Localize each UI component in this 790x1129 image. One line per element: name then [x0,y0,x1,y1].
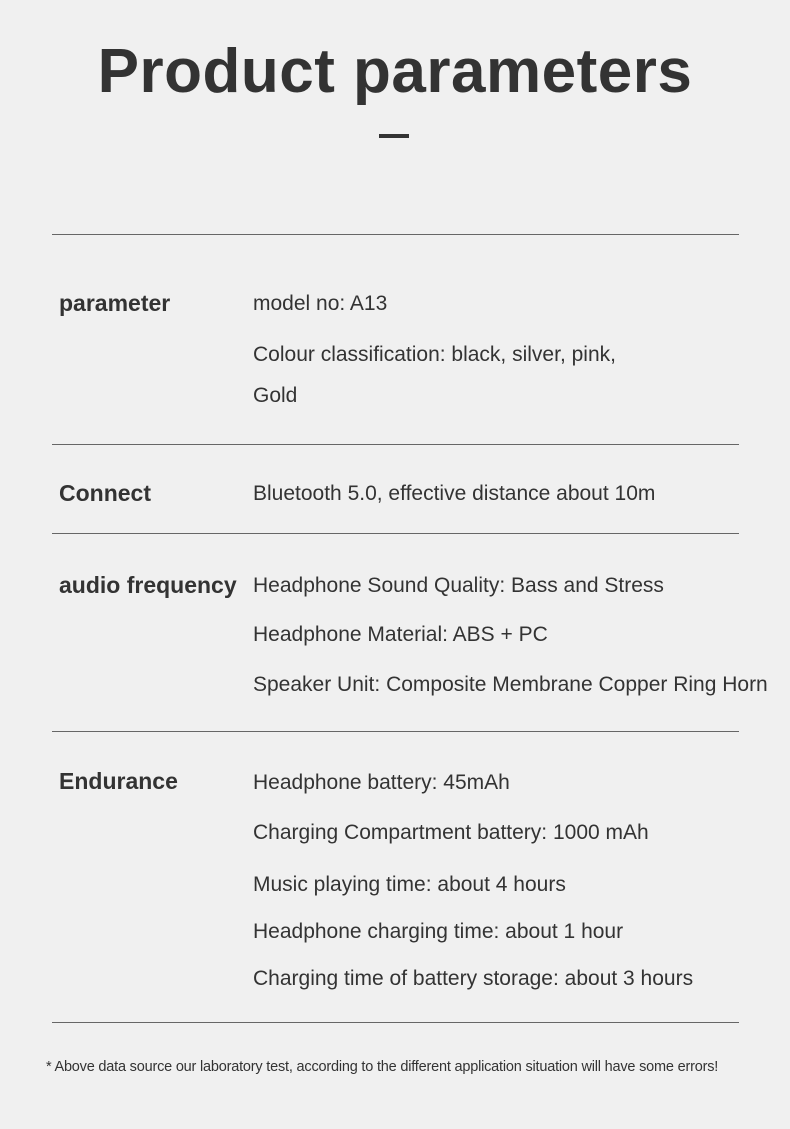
title-underline [379,134,409,138]
spec-line: Speaker Unit: Composite Membrane Copper Ring Horn [253,673,768,696]
footnote: * Above data source our laboratory test, according to the different application situation will have some errors! [46,1059,719,1075]
spec-line: Bluetooth 5.0, effective distance about 10m [253,482,656,505]
section-label-parameter: parameter [59,290,171,316]
spec-line: Charging Compartment battery: 1000 mAh [253,821,649,844]
spec-line: Headphone Sound Quality: Bass and Stress [253,574,664,597]
divider [52,444,739,445]
divider [52,234,739,235]
page-title: Product parameters [97,37,693,106]
spec-line: Gold [253,384,298,407]
spec-line: model no: A13 [253,292,388,315]
section-label-connect: Connect [59,480,151,506]
spec-line: Music playing time: about 4 hours [253,873,566,896]
spec-line: Headphone Material: ABS + PC [253,623,548,646]
section-label-endurance: Endurance [59,768,178,794]
divider [52,1022,739,1023]
divider [52,731,739,732]
spec-line: Headphone battery: 45mAh [253,771,510,794]
section-label-audio-frequency: audio frequency [59,572,237,598]
spec-line: Charging time of battery storage: about 3 hours [253,967,694,990]
spec-line: Colour classification: black, silver, pink, [253,343,616,366]
divider [52,533,739,534]
spec-line: Headphone charging time: about 1 hour [253,920,624,943]
